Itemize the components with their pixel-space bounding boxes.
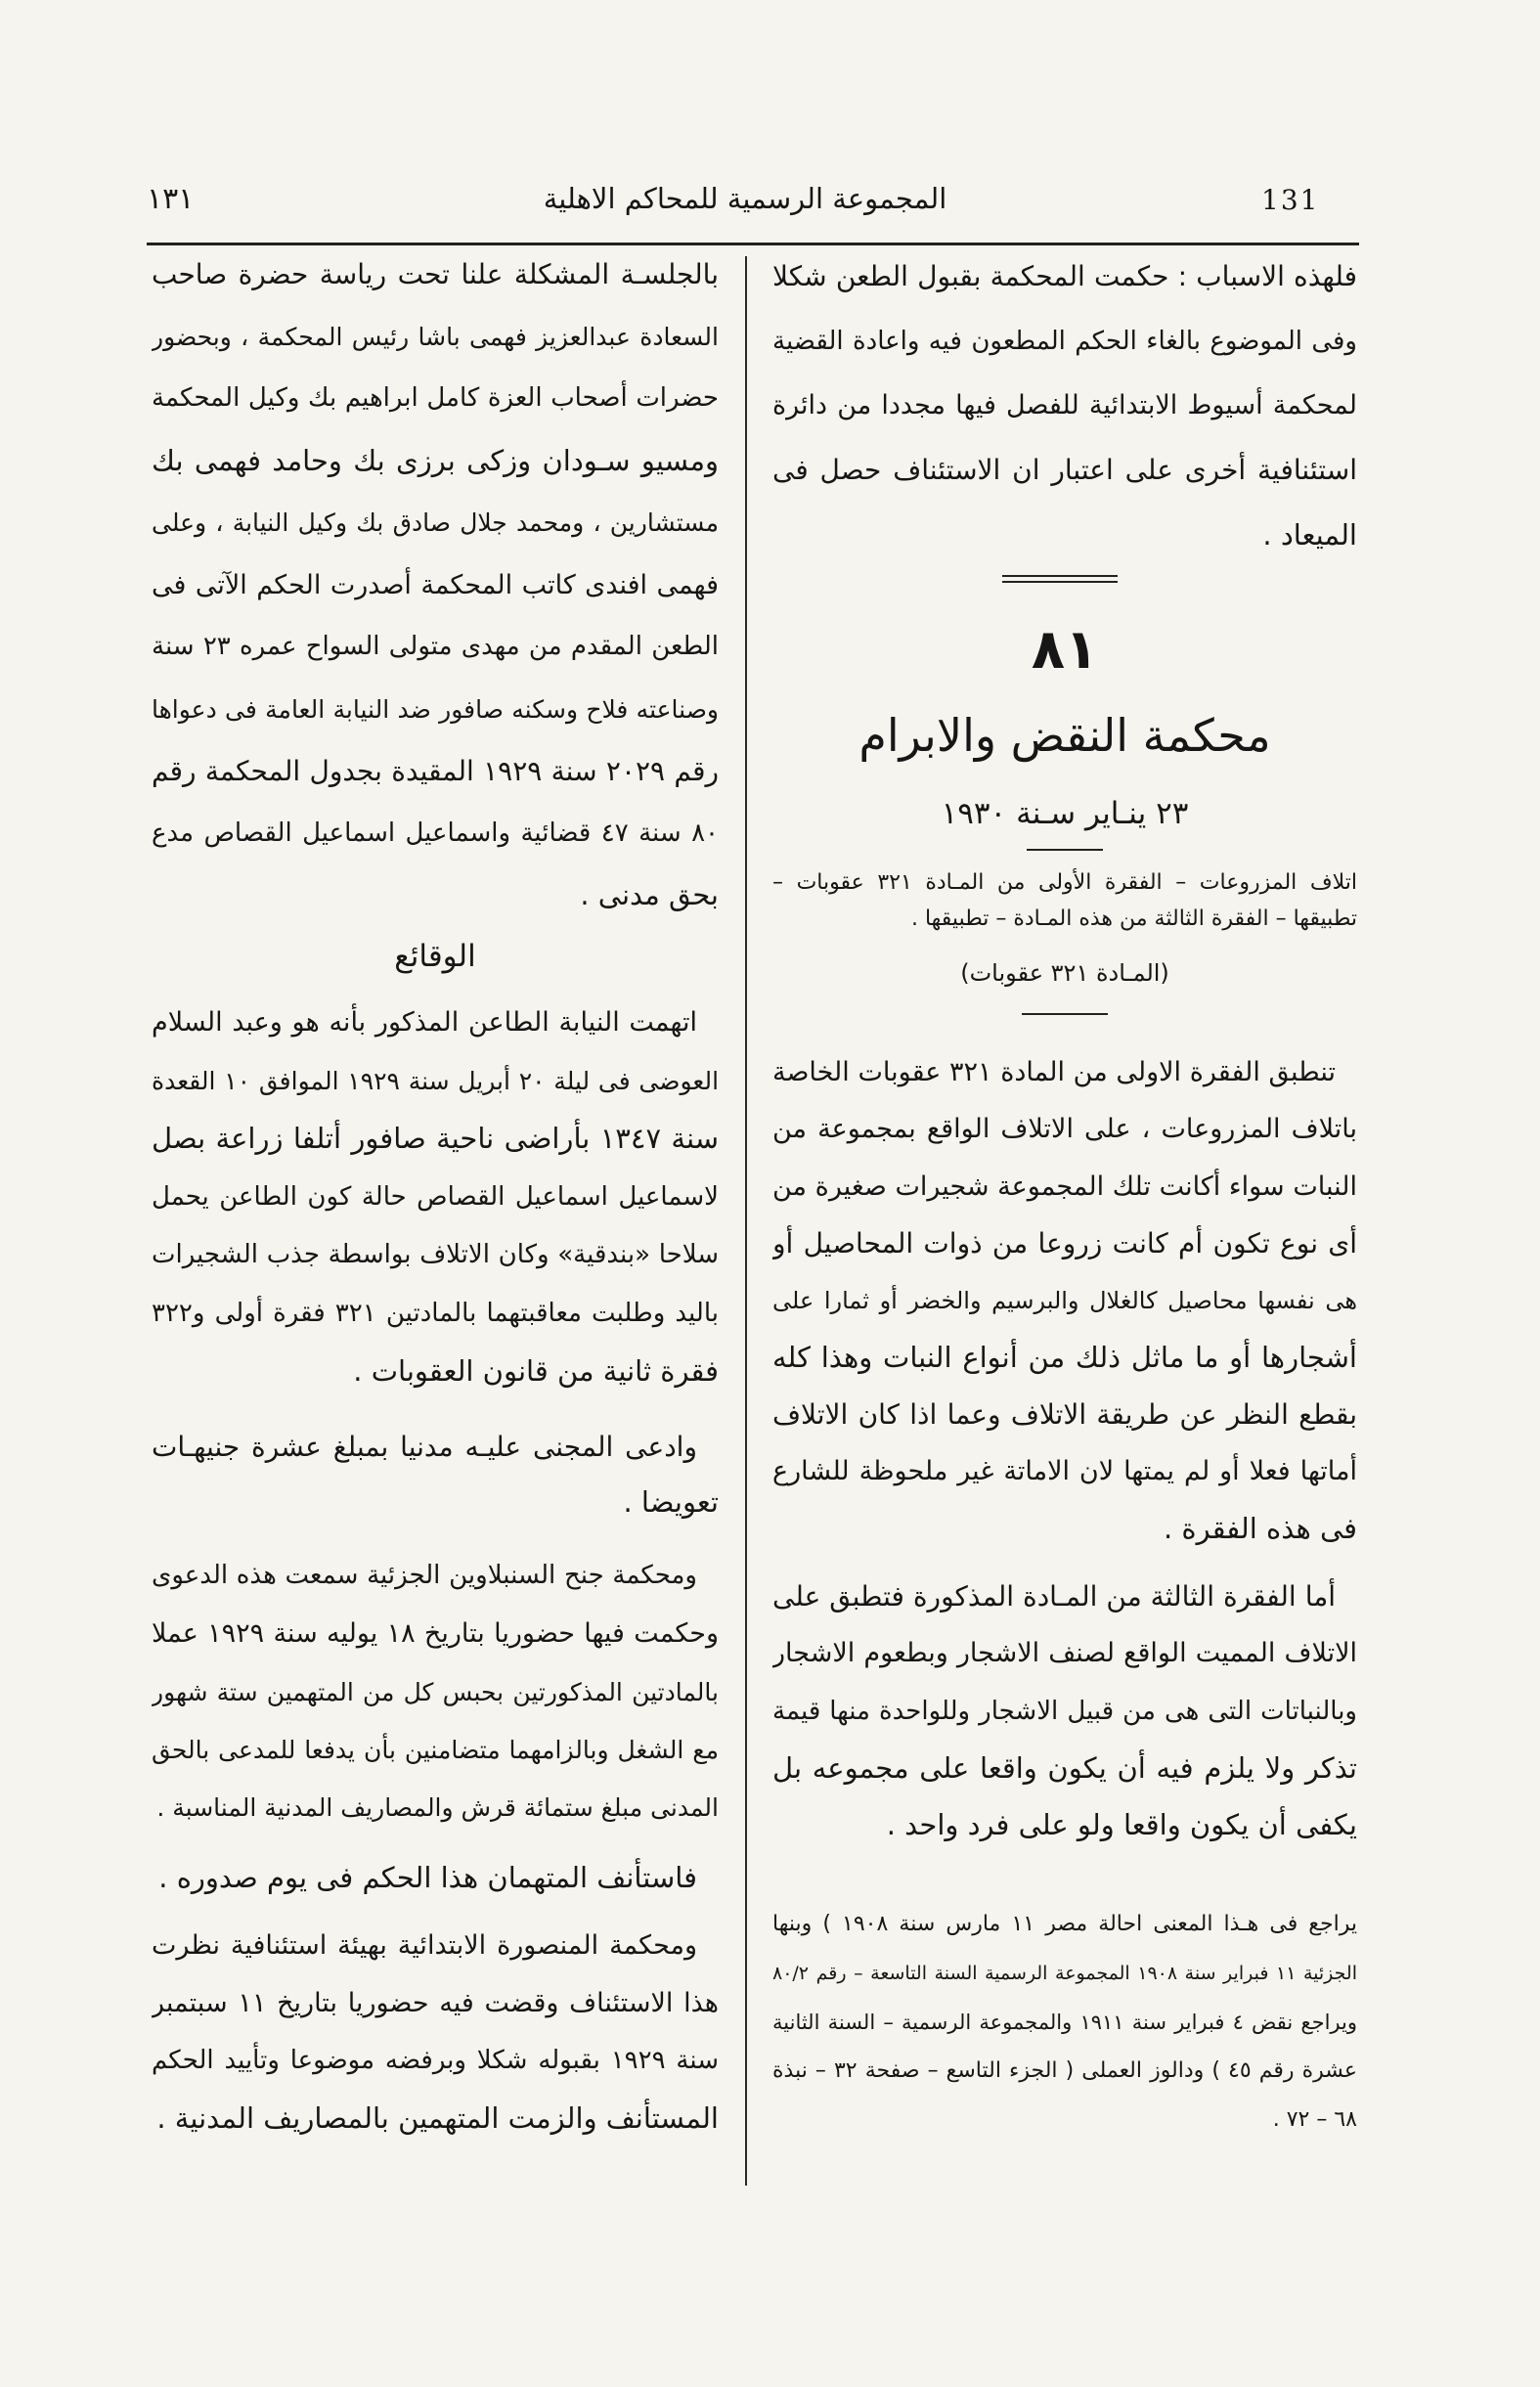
footnote-line: الجزئية ١١ فبراير سنة ١٩٠٨ المجموعة الرسمية السنة التاسعة – رقم ٨٠/٢ (772, 1963, 1357, 1984)
text-line: سنة ١٣٤٧ بأراضى ناحية صافور أتلفا زراعة بصل (152, 1122, 719, 1155)
footnote-line: ٦٨ – ٧٢ . (1272, 2107, 1357, 2132)
text-line: اتلاف المزروعات – الفقرة الأولى من المـادة ٣٢١ عقوبات – (772, 870, 1357, 895)
text-line: ومحكمة المنصورة الابتدائية بهيئة استئنافية نظرت (152, 1930, 697, 1961)
principle-paragraph-1 (772, 1044, 1357, 1558)
text-line: أما الفقرة الثالثة من المـادة المذكورة فتطبق على (772, 1580, 1336, 1613)
running-title: المجموعة الرسمية للمحاكم الاهلية (543, 182, 947, 215)
text-line: بقطع النظر عن طريقة الاتلاف وعما اذا كان الاتلاف (772, 1397, 1357, 1431)
text-line: وبالنباتات التى هى من قبيل الاشجار وللواحدة منها قيمة (772, 1696, 1357, 1726)
text-line: وفى الموضوع بالغاء الحكم المطعون فيه واعادة القضية (772, 327, 1357, 356)
footnote (772, 1900, 1357, 2144)
text-line: مستشارين ، ومحمد جلال صادق بك وكيل النيابة ، وعلى (152, 508, 719, 537)
first-instance-paragraph (152, 1547, 719, 1836)
text-line: النبات سواء أكانت تلك المجموعة شجيرات صغيرة من (772, 1171, 1357, 1202)
appeal-filed-paragraph (152, 1848, 719, 1907)
text-line: رقم ٢٠٢٩ سنة ١٩٢٩ المقيدة بجدول المحكمة رقم (152, 755, 719, 787)
case-number (772, 614, 1357, 686)
text-line: تطبيقها – الفقرة الثالثة من هذه المـادة – تطبيقها . (910, 906, 1357, 931)
text-line: السعادة عبدالعزيز فهمى باشا رئيس المحكمة ، وبحضور (152, 322, 719, 351)
case-number-text: ٨١ (1031, 618, 1099, 682)
judgment-closing (772, 244, 1357, 567)
text-line: لاسماعيل اسماعيل القصاص حالة كون الطاعن يحمل (152, 1181, 719, 1212)
footnote-line: ويراجع نقض ٤ فبراير سنة ١٩١١ والمجموعة الرسمية – السنة الثانية (772, 2011, 1357, 2034)
court-name-text: محكمة النقض والابرام (858, 709, 1271, 762)
article-rule (1022, 1013, 1108, 1015)
text-line: المستأنف والزمت المتهمين بالمصاريف المدنية . (156, 2101, 719, 2135)
facts-paragraph (152, 994, 719, 1401)
text-line: العوضى فى ليلة ٢٠ أبريل سنة ١٩٢٩ الموافق ١٠ القعدة (152, 1066, 719, 1095)
text-line: الطعن المقدم من مهدى متولى السواح عمره ٢٣ سنة (152, 632, 719, 661)
text-line: باتلاف المزروعات ، على الاتلاف الواقع بمجموعة من (772, 1114, 1357, 1145)
text-line: يكفى أن يكون واقعا ولو على فرد واحد . (886, 1808, 1357, 1842)
footnote-line: عشرة رقم ٤٥ ) ودالوز العملى ( الجزء التاسع – صفحة ٣٢ – نبذة (772, 2058, 1357, 2083)
text-line: الاتلاف المميت الواقع لصنف الاشجار وبطعوم الاشجار (772, 1638, 1357, 1669)
judgment-date (772, 790, 1357, 837)
text-line: اتهمت النيابة الطاعن المذكور بأنه هو وعبد السلام (152, 1007, 697, 1038)
page-number-latin: 131 (1261, 184, 1320, 216)
date-rule (1027, 849, 1103, 851)
principle-paragraph-2 (772, 1569, 1357, 1853)
judgment-date-text: ٢٣ ينـاير سـنة ١٩٣٠ (941, 796, 1189, 831)
text-line: حضرات أصحاب العزة كامل ابراهيم بك وكيل المحكمة (152, 383, 719, 413)
article-reference-text: (المـادة ٣٢١ عقوبات) (960, 959, 1169, 987)
text-line: باليد وطلبت معاقبتهما بالمادتين ٣٢١ فقرة أولى و٣٢٢ (152, 1298, 719, 1328)
text-line: تعويضا . (623, 1485, 719, 1519)
text-line: لمحكمة أسيوط الابتدائية للفصل فيها مجددا من دائرة (772, 390, 1357, 420)
text-line: فهمى افندى كاتب المحكمة أصدرت الحكم الآتى فى (152, 569, 719, 600)
text-line: أشجارها أو ما ماثل ذلك من أنواع النبات وهذا كله (772, 1341, 1357, 1375)
text-line: هى نفسها محاصيل كالغلال والبرسيم والخضر أو ثمارا على (772, 1287, 1357, 1315)
text-line: الميعاد . (1262, 518, 1357, 552)
text-line: أماتها فعلا أو لم يمتها لان الاماتة غير ملحوظة للشارع (772, 1456, 1357, 1487)
text-line: ومحكمة جنح السنبلاوين الجزئية سمعت هذه الدعوى (152, 1561, 697, 1590)
footnote-line: يراجع فى هـذا المعنى احالة مصر ١١ مارس سنة ١٩٠٨ ) وبنها (772, 1912, 1357, 1936)
facts-heading (152, 929, 719, 984)
text-line: ٨٠ سنة ٤٧ قضائية واسماعيل اسماعيل القصاص مدع (152, 818, 719, 848)
session-paragraph (152, 243, 719, 927)
text-line: بالمادتين المذكورتين بحبس كل من المتهمين ستة شهور (152, 1677, 719, 1706)
civil-claim-paragraph (152, 1419, 719, 1530)
appeal-court-paragraph (152, 1917, 719, 2147)
text-line: بحق مدنى . (580, 878, 719, 911)
text-line: ومسيو سـودان وزكى برزى بك وحامد فهمى بك (152, 443, 719, 477)
case-summary (772, 864, 1357, 937)
text-line: هذا الاستئناف وقضت فيه حضوريا بتاريخ ١١ سبتمبر (152, 1988, 719, 2018)
text-line: فلهذه الاسباب : حكمت المحكمة بقبول الطعن شكلا (772, 260, 1357, 292)
text-line: المدنى مبلغ ستمائة قرش والمصاريف المدنية المناسبة . (156, 1793, 719, 1823)
text-line: استئنافية أخرى على اعتبار ان الاستئناف حصل فى (772, 454, 1357, 486)
column-divider (745, 256, 747, 2186)
text-line: سلاحا «بندقية» وكان الاتلاف بواسطة جذب الشجيرات (152, 1240, 719, 1269)
text-line: فاستأنف المتهمان هذا الحكم فى يوم صدوره . (158, 1861, 697, 1894)
text-line: سنة ١٩٢٩ بقبوله شكلا وبرفضه موضوعا وتأييد الحكم (152, 2046, 719, 2075)
facts-heading-text: الوقائع (394, 939, 476, 974)
court-name (772, 699, 1357, 772)
text-line: فقرة ثانية من قانون العقوبات . (353, 1354, 719, 1388)
double-rule (1002, 575, 1118, 583)
text-line: فى هذه الفقرة . (1163, 1512, 1357, 1546)
text-line: تذكر ولا يلزم فيه أن يكون واقعا على مجموعه بل (772, 1750, 1357, 1785)
page-number-arabic: ١٣١ (147, 182, 195, 216)
text-line: تنطبق الفقرة الاولى من المادة ٣٢١ عقوبات الخاصة (772, 1057, 1336, 1087)
text-line: وادعى المجنى عليـه مدنيا بمبلغ عشرة جنيهـات (152, 1431, 697, 1463)
text-line: مع الشغل وبالزامهما متضامنين بأن يدفعا للمدعى بالحق (152, 1735, 719, 1764)
text-line: وصناعته فلاح وسكنه صافور ضد النيابة العامة فى دعواها (152, 694, 719, 724)
text-line: بالجلسـة المشكلة علنا تحت رياسة حضرة صاحب (152, 258, 719, 290)
article-reference (772, 953, 1357, 993)
text-line: وحكمت فيها حضوريا بتاريخ ١٨ يوليه سنة ١٩٢٩ عملا (152, 1618, 719, 1650)
text-line: أى نوع تكون أم كانت زروعا من ذوات المحاصيل أو (772, 1226, 1357, 1260)
